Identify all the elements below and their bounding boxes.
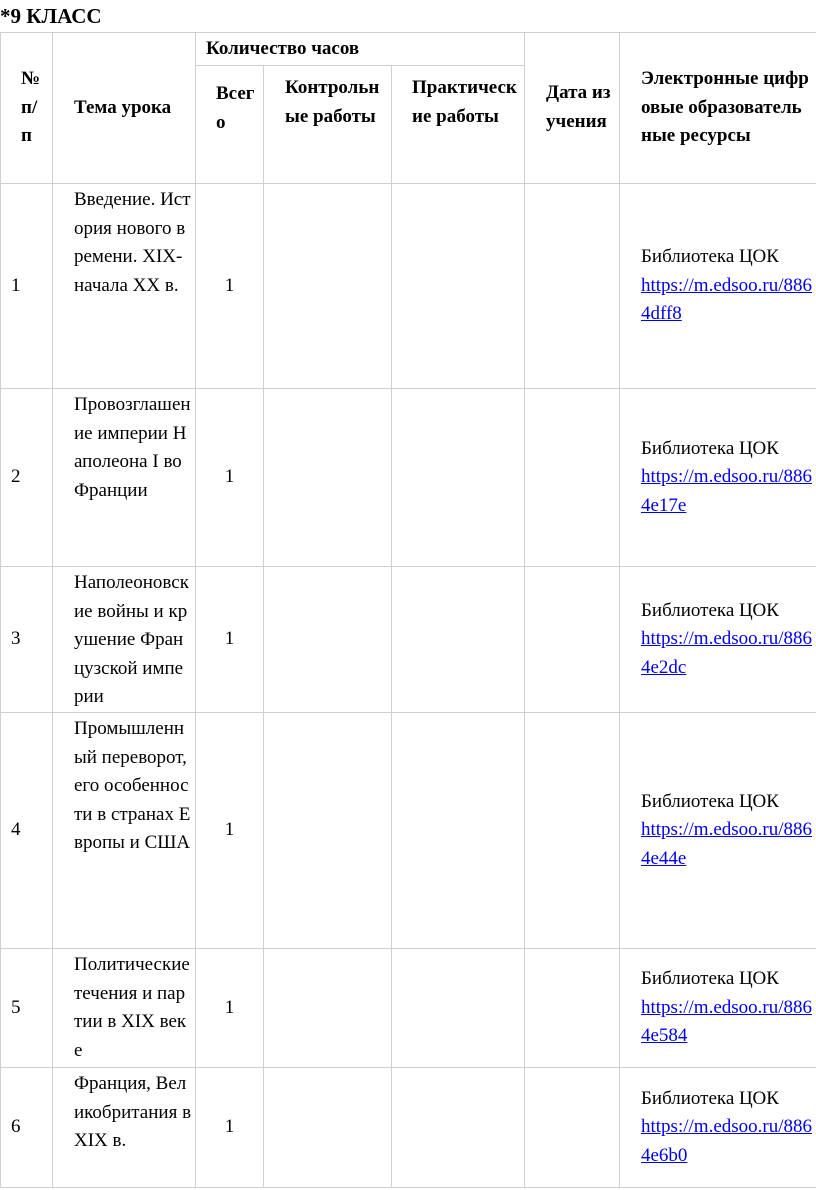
table-row [1,184,816,389]
row-total-hours: 1 [196,1067,264,1187]
row-practical-hours [392,1067,525,1187]
row-number: 2 [1,389,53,567]
resource-link[interactable]: https://m.edsoo.ru/8864e2dc [641,628,812,678]
page-title: *9 КЛАСС [0,4,102,28]
resource-link[interactable]: https://m.edsoo.ru/8864e584 [641,996,812,1047]
table-row [1,567,816,713]
header-resources: Электронные цифровые образовательные ресурсы [620,33,816,184]
header-topic: Тема урока [53,33,196,184]
header-date: Дата изучения [525,33,620,184]
library-label: Библиотека ЦОК [641,968,779,990]
row-practical-hours [392,184,525,389]
header-control: Контрольные работы [264,66,392,184]
row-control-hours [264,567,392,713]
row-control-hours [264,948,392,1067]
library-label: Библиотека ЦОК [641,790,779,812]
table-row [1,1067,816,1187]
row-topic: Франция, Великобритания в XIX в. [53,1067,196,1187]
row-number: 3 [1,567,53,713]
row-date [525,948,620,1067]
row-topic: Политические течения и партии в XIX веке [53,948,196,1067]
resource-link[interactable]: https://m.edsoo.ru/8864e6b0 [641,1116,812,1166]
header-number: № п/п [1,33,53,184]
row-number: 6 [1,1067,53,1187]
resource-link[interactable]: https://m.edsoo.ru/8864e17e [641,466,812,516]
row-resources [620,712,816,948]
row-date [525,389,620,567]
row-number: 1 [1,184,53,389]
table-row [1,948,816,1067]
row-resources [620,567,816,713]
row-date [525,1067,620,1187]
table-row [1,389,816,567]
resource-link[interactable]: https://m.edsoo.ru/8864e44e [641,819,812,869]
row-date [525,712,620,948]
row-topic: Наполеоновские войны и крушение Французской империи [53,567,196,713]
row-practical-hours [392,948,525,1067]
row-practical-hours [392,389,525,567]
table-row [1,712,816,948]
row-topic: Введение. История нового времени. XIX- начала XX в. [53,184,196,389]
row-resources [620,389,816,567]
row-total-hours: 1 [196,184,264,389]
row-resources [620,948,816,1067]
row-control-hours [264,1067,392,1187]
library-label: Библиотека ЦОК [641,246,779,268]
row-resources [620,184,816,389]
lesson-table [0,32,816,1188]
row-resources [620,1067,816,1187]
row-topic: Провозглашение империи Наполеона I во Франции [53,389,196,567]
row-control-hours [264,184,392,389]
row-date [525,184,620,389]
row-control-hours [264,712,392,948]
header-total: Всего [196,66,264,184]
row-number: 5 [1,948,53,1067]
header-practical: Практические работы [392,66,525,184]
header-hours: Количество часов [196,33,525,66]
row-total-hours: 1 [196,712,264,948]
library-label: Библиотека ЦОК [641,599,779,621]
row-total-hours: 1 [196,567,264,713]
row-total-hours: 1 [196,389,264,567]
row-number: 4 [1,712,53,948]
library-label: Библиотека ЦОК [641,437,779,459]
row-control-hours [264,389,392,567]
resource-link[interactable]: https://m.edsoo.ru/8864dff8 [641,274,812,325]
row-total-hours: 1 [196,948,264,1067]
library-label: Библиотека ЦОК [641,1087,779,1109]
row-practical-hours [392,712,525,948]
row-topic: Промышленный переворот, его особенности в странах Европы и США [53,712,196,948]
row-date [525,567,620,713]
row-practical-hours [392,567,525,713]
